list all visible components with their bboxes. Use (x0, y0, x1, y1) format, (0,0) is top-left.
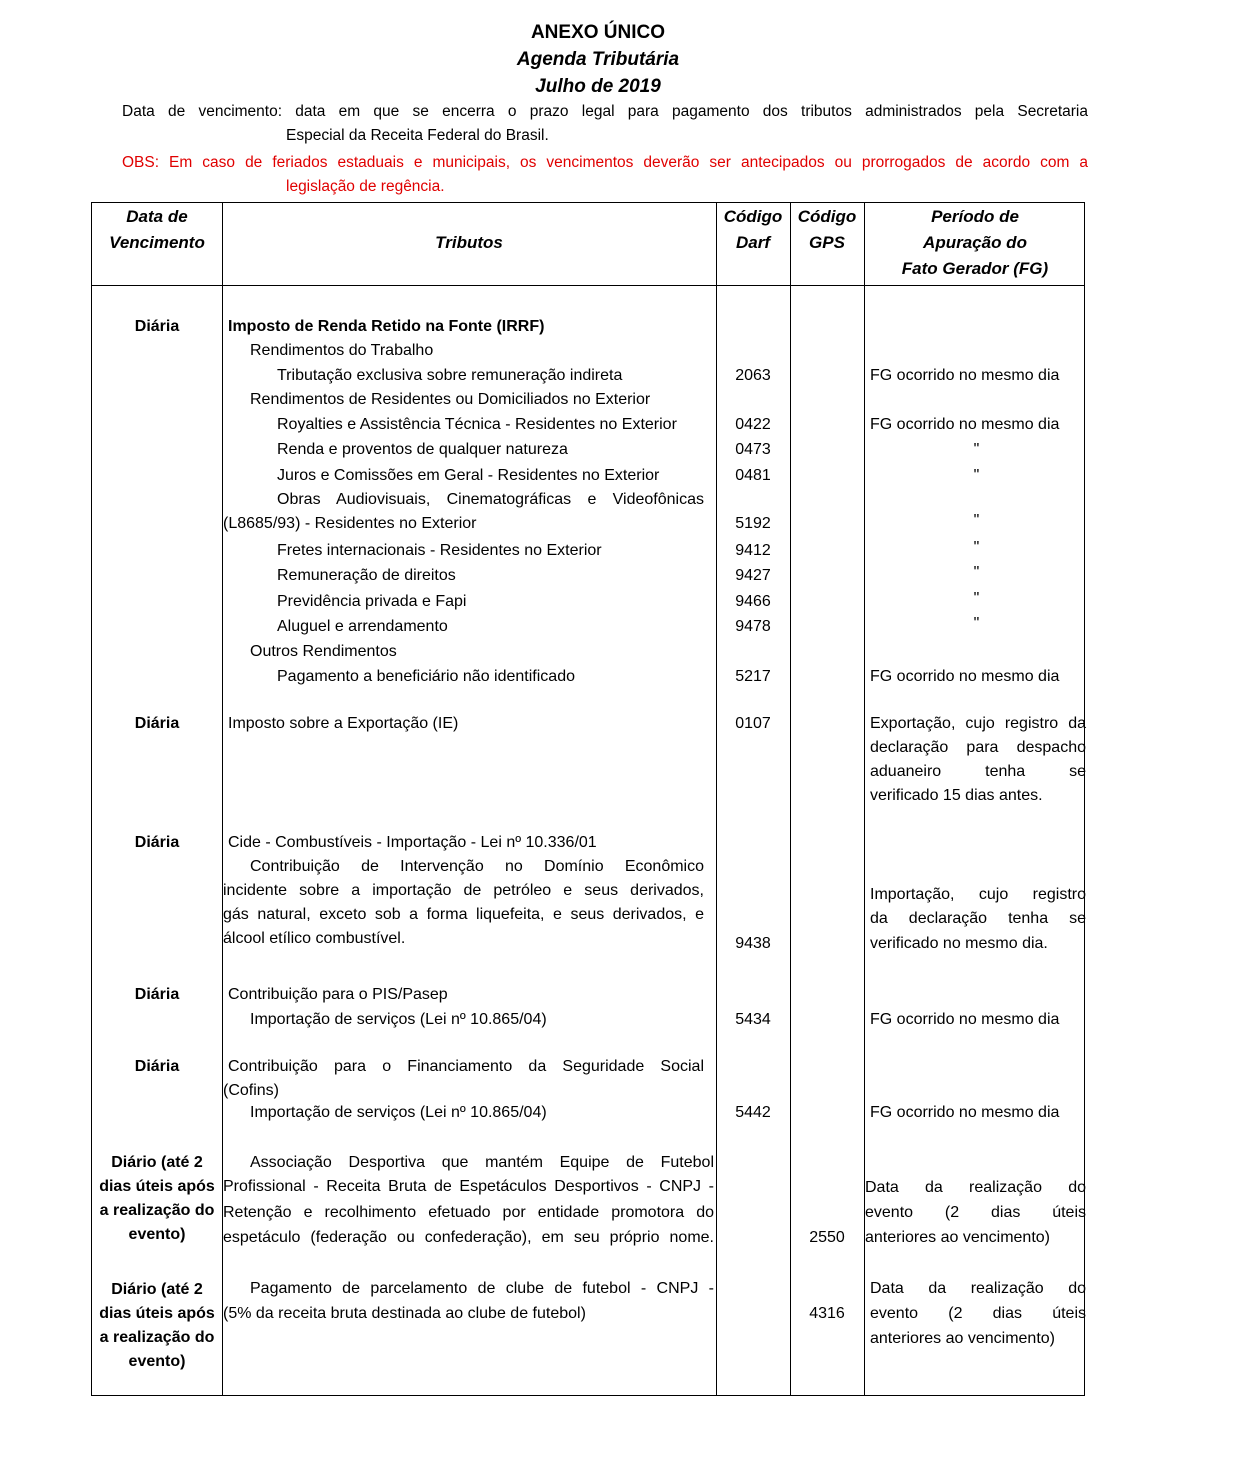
fg-period-line: evento (2 dias úteis (870, 1305, 1086, 1322)
fg-period-line: Exportação, cujo registro da (870, 715, 1086, 732)
tax-group: Rendimentos do Trabalho (250, 342, 434, 359)
due-date-line: dias úteis após (99, 1178, 215, 1195)
darf-code: 0481 (735, 467, 771, 484)
fg-period-line: evento (2 dias úteis (865, 1204, 1086, 1221)
darf-code: 9412 (735, 542, 771, 559)
tax-title-line: (Cofins) (223, 1082, 280, 1099)
due-date-line: evento) (128, 1226, 186, 1243)
column-divider (790, 203, 791, 1395)
tax-group: Rendimentos de Residentes ou Domiciliados no Exterior (250, 391, 651, 408)
due-date: Diária (134, 715, 180, 732)
tax-calendar-table (91, 202, 1085, 1396)
header-divider (92, 285, 1084, 286)
due-date-line: dias úteis após (99, 1305, 215, 1322)
darf-code: 5192 (735, 515, 771, 532)
header-gps-code (790, 204, 864, 256)
fg-period-line: da declaração tenha se (870, 910, 1086, 927)
darf-code: 9478 (735, 618, 771, 635)
tax-item: Renda e proventos de qualquer natureza (277, 441, 568, 458)
header-gps-line: Código (797, 207, 857, 226)
fg-period: FG ocorrido no mesmo dia (870, 1011, 1060, 1028)
tax-item: Tributação exclusiva sobre remuneração indireta (277, 367, 623, 384)
tax-description-line: gás natural, exceto sob a forma liquefeita, e seus derivados, e (223, 906, 704, 923)
tax-item: Remuneração de direitos (277, 567, 456, 584)
fg-period-line: Data da realização do (865, 1179, 1086, 1196)
tax-description-line: espetáculo (federação ou confederação), em seu próprio nome. (223, 1229, 714, 1246)
fg-period: FG ocorrido no mesmo dia (870, 367, 1060, 384)
obs-line-2: legislação de regência. (286, 178, 445, 195)
tax-description-line: Pagamento de parcelamento de clube de futebol - CNPJ - (250, 1280, 714, 1297)
header-tributos: Tributos (435, 233, 503, 252)
header-darf-line: Código (723, 207, 783, 226)
darf-code: 0473 (735, 441, 771, 458)
darf-code: 5217 (735, 668, 771, 685)
due-date-definition (122, 100, 1088, 148)
definition-line-1: Data de vencimento: data em que se encerra o prazo legal para pagamento dos tributos administrados pela Secretaria (122, 103, 1088, 120)
tax-title: Imposto de Renda Retido na Fonte (IRRF) (228, 318, 545, 335)
gps-code: 4316 (809, 1305, 845, 1322)
tax-item: Juros e Comissões em Geral - Residentes no Exterior (277, 467, 660, 484)
darf-code: 0422 (735, 416, 771, 433)
ditto-mark: " (973, 512, 980, 529)
ditto-mark: " (973, 615, 980, 632)
darf-code: 9438 (735, 935, 771, 952)
ditto-mark: " (973, 539, 980, 556)
fg-period-line: Importação, cujo registro (870, 886, 1086, 903)
obs-line-1: OBS: Em caso de feriados estaduais e municipais, os vencimentos deverão ser antecipados ou prorrogados de acordo com a (122, 154, 1088, 171)
due-date-line: a realização do (99, 1329, 215, 1346)
darf-code: 9466 (735, 593, 771, 610)
header-period (864, 204, 1086, 282)
header-due-line: Vencimento (109, 233, 205, 252)
due-date-line: Diário (até 2 (111, 1281, 203, 1298)
header-due-date (92, 204, 222, 256)
darf-code: 9427 (735, 567, 771, 584)
tax-item: Importação de serviços (Lei nº 10.865/04) (250, 1104, 547, 1121)
ditto-mark: " (973, 590, 980, 607)
tax-title: Contribuição para o PIS/Pasep (228, 986, 448, 1003)
tax-description-line: (5% da receita bruta destinada ao clube de futebol) (223, 1305, 586, 1322)
due-date: Diária (134, 834, 180, 851)
ditto-mark: " (973, 467, 980, 484)
gps-code: 2550 (809, 1229, 845, 1246)
tax-description-line: Contribuição de Intervenção no Domínio Econômico (250, 858, 704, 875)
tax-description-line: álcool etílico combustível. (223, 930, 406, 947)
document-title: ANEXO ÚNICO (530, 22, 666, 43)
fg-period: FG ocorrido no mesmo dia (870, 668, 1060, 685)
tax-description-line: Profissional - Receita Bruta de Espetáculos Desportivos - CNPJ - (223, 1178, 714, 1195)
darf-code: 5434 (735, 1011, 771, 1028)
tax-item: Aluguel e arrendamento (277, 618, 448, 635)
tax-group: Outros Rendimentos (250, 643, 397, 660)
ditto-mark: " (973, 441, 980, 458)
tax-item: Previdência privada e Fapi (277, 593, 467, 610)
header-period-line: Apuração do (923, 233, 1027, 252)
header-darf-code (716, 204, 790, 256)
tax-title-line: Contribuição para o Financiamento da Seguridade Social (228, 1058, 704, 1075)
header-darf-line: Darf (735, 233, 770, 252)
ditto-mark: " (973, 564, 980, 581)
due-date: Diária (134, 1058, 180, 1075)
header-gps-line: GPS (809, 233, 845, 252)
tax-item: Obras Audiovisuais, Cinematográficas e Videofônicas (277, 491, 704, 508)
fg-period-line: verificado 15 dias antes. (870, 787, 1043, 804)
fg-period-line: anteriores ao vencimento) (865, 1229, 1050, 1246)
tax-description-line: Associação Desportiva que mantém Equipe de Futebol (250, 1154, 714, 1171)
header-period-line: Fato Gerador (FG) (901, 259, 1049, 278)
darf-code: 2063 (735, 367, 771, 384)
fg-period-line: verificado no mesmo dia. (870, 935, 1048, 952)
tax-description-line: Retenção e recolhimento efetuado por entidade promotora do (223, 1204, 714, 1221)
header-due-line: Data de (126, 207, 188, 226)
tax-title: Imposto sobre a Exportação (IE) (228, 715, 459, 732)
due-date-line: a realização do (99, 1202, 215, 1219)
definition-line-2: Especial da Receita Federal do Brasil. (286, 127, 549, 144)
darf-code: 5442 (735, 1104, 771, 1121)
fg-period-line: aduaneiro tenha se (870, 763, 1086, 780)
document-subtitle: Agenda Tributária (516, 49, 680, 70)
document-period: Julho de 2019 (535, 76, 661, 97)
fg-period-line: declaração para despacho (870, 739, 1086, 756)
tax-title: Cide - Combustíveis - Importação - Lei nº 10.336/01 (228, 834, 597, 851)
due-date: Diária (134, 318, 180, 335)
darf-code: 0107 (735, 715, 771, 732)
fg-period: FG ocorrido no mesmo dia (870, 1104, 1060, 1121)
fg-period-line: anteriores ao vencimento) (870, 1330, 1055, 1347)
fg-period: FG ocorrido no mesmo dia (870, 416, 1060, 433)
tax-item: Pagamento a beneficiário não identificado (277, 668, 575, 685)
tax-item-continuation: (L8685/93) - Residentes no Exterior (223, 515, 477, 532)
tax-item: Importação de serviços (Lei nº 10.865/04) (250, 1011, 547, 1028)
header-period-line: Período de (931, 207, 1019, 226)
due-date-line: evento) (128, 1353, 186, 1370)
obs-note (122, 151, 1088, 199)
due-date-line: Diário (até 2 (111, 1154, 203, 1171)
fg-period-line: Data da realização do (870, 1280, 1086, 1297)
due-date: Diária (134, 986, 180, 1003)
tax-description-line: incidente sobre a importação de petróleo e seus derivados, (223, 882, 704, 899)
tax-item: Royalties e Assistência Técnica - Residentes no Exterior (277, 416, 677, 433)
tax-item: Fretes internacionais - Residentes no Exterior (277, 542, 602, 559)
